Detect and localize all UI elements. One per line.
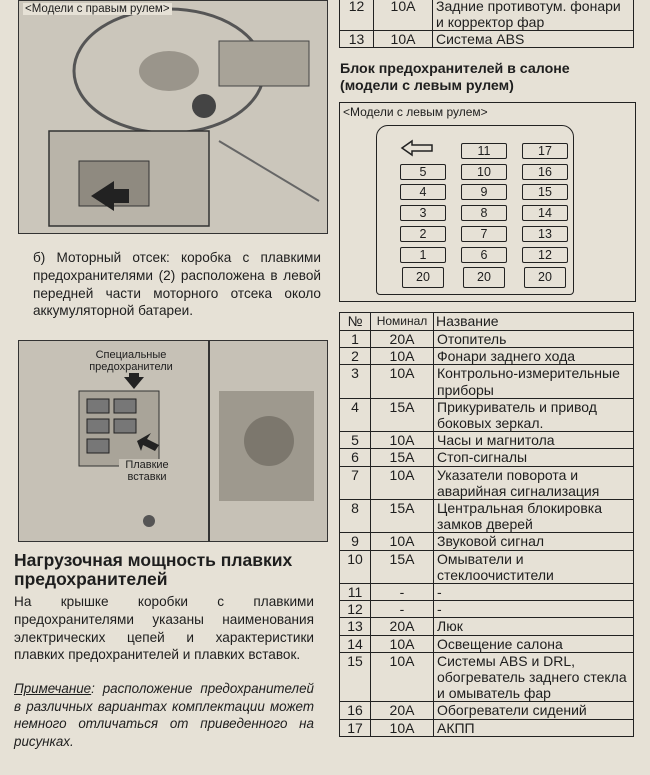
table-row xyxy=(340,0,634,31)
note-text: : расположение предохранителей в различных вариантах комплектации может немного отличаться от приведенного на рисунках. xyxy=(14,681,314,749)
fuse-name: Указатели поворота и аварийная сигнализация xyxy=(434,466,634,499)
fuse-rating: 15A xyxy=(371,500,434,533)
fuse-rating: 10A xyxy=(371,719,434,736)
fuse-name: Контрольно-измерительные приборы xyxy=(434,365,634,398)
fuse-name: Задние противотум. фонари и корректор фар xyxy=(433,0,634,31)
fuse-slot: 10 xyxy=(461,164,507,180)
fuse-slot-large: 20 xyxy=(402,267,444,288)
dashboard-illustration xyxy=(19,1,327,233)
table-row xyxy=(340,584,634,601)
fuse-name: - xyxy=(434,584,634,601)
table-row xyxy=(340,365,634,398)
fuse-slot: 4 xyxy=(400,184,446,200)
fuse-name: Системы ABS и DRL, обогреватель заднего стекла и омыватель фар xyxy=(434,652,634,702)
fuse-rating: - xyxy=(371,601,434,618)
fuse-rating: 10A xyxy=(371,432,434,449)
fuse-slot: 9 xyxy=(461,184,507,200)
table-row xyxy=(340,533,634,550)
fuse-name: Омыватели и стеклоочистители xyxy=(434,550,634,583)
fuse-rating: 20A xyxy=(371,702,434,719)
table-row xyxy=(340,550,634,583)
special-fuses-label: Специальные предохранители xyxy=(81,349,181,373)
fuse-number: 1 xyxy=(340,331,371,348)
fuse-name: Центральная блокировка замков дверей xyxy=(434,500,634,533)
fuse-number: 2 xyxy=(340,348,371,365)
table-row xyxy=(340,500,634,533)
column-header-number: № xyxy=(340,313,371,331)
fuse-number: 13 xyxy=(340,618,371,635)
fuse-number: 6 xyxy=(340,449,371,466)
fuse-rating: - xyxy=(371,584,434,601)
table-header-row xyxy=(340,313,634,331)
note-label: Примечание xyxy=(14,681,92,696)
fuse-name: Люк xyxy=(434,618,634,635)
fuse-rating: 10A xyxy=(374,31,433,48)
fuse-rating: 10A xyxy=(371,348,434,365)
fuse-ratings-table xyxy=(339,312,634,737)
fuse-rating: 20A xyxy=(371,331,434,348)
fuse-name: Фонари заднего хода xyxy=(434,348,634,365)
fuse-slot: 5 xyxy=(400,164,446,180)
fuse-rating: 10A xyxy=(371,365,434,398)
fuse-rating: 15A xyxy=(371,550,434,583)
table-row xyxy=(340,331,634,348)
engine-bay-paragraph: б) Моторный отсек: коробка с плавкими предохранителями (2) расположена в левой передней части моторного отсека около аккумуляторной батареи. xyxy=(33,250,321,319)
fuse-name: Часы и магнитола xyxy=(434,432,634,449)
block-heading: Блок предохранителей в салоне (модели с левым рулем) xyxy=(340,61,570,94)
fuse-rating: 20A xyxy=(371,618,434,635)
note-paragraph xyxy=(14,680,314,750)
fuse-number: 3 xyxy=(340,365,371,398)
fuse-number: 14 xyxy=(340,635,371,652)
load-capacity-text: На крышке коробки с плавкими предохранителями указаны наименования электрических цепей и характеристики плавких предохранителей и плавких вставок. xyxy=(14,594,314,663)
fuse-name: Отопитель xyxy=(434,331,634,348)
fuse-number: 4 xyxy=(340,398,371,431)
fuse-number: 8 xyxy=(340,500,371,533)
table-row xyxy=(340,652,634,702)
fuse-number: 17 xyxy=(340,719,371,736)
fuse-rating: 10A xyxy=(371,635,434,652)
fuse-rating: 10A xyxy=(371,466,434,499)
fuse-rating: 10A xyxy=(371,652,434,702)
table-row xyxy=(340,702,634,719)
fuse-name: Звуковой сигнал xyxy=(434,533,634,550)
table-row xyxy=(340,466,634,499)
engine-bay-photo xyxy=(18,340,328,542)
table-row xyxy=(340,31,634,48)
fuse-slot: 11 xyxy=(461,143,507,159)
table-row xyxy=(340,449,634,466)
table-row xyxy=(340,618,634,635)
top-fuse-table xyxy=(339,0,634,48)
fuse-slot: 1 xyxy=(400,247,446,263)
fuse-name: Освещение салона xyxy=(434,635,634,652)
fuse-slot: 14 xyxy=(522,205,568,221)
fuse-number: 13 xyxy=(340,31,374,48)
fuse-name: АКПП xyxy=(434,719,634,736)
fuse-name: Система ABS xyxy=(433,31,634,48)
figure-caption: <Модели с левым рулем> xyxy=(343,105,488,119)
fuse-rating: 15A xyxy=(371,398,434,431)
fuse-number: 12 xyxy=(340,601,371,618)
column-header-name: Название xyxy=(434,313,634,331)
fuse-name: Прикуриватель и привод боковых зеркал. xyxy=(434,398,634,431)
fuse-slot: 13 xyxy=(522,226,568,242)
fuse-slot: 16 xyxy=(522,164,568,180)
fuse-slot: 3 xyxy=(400,205,446,221)
fuse-number: 9 xyxy=(340,533,371,550)
fuse-slot-large: 20 xyxy=(524,267,566,288)
fusible-links-label: Плавкие вставки xyxy=(119,459,175,483)
table-row xyxy=(340,398,634,431)
fuse-number: 10 xyxy=(340,550,371,583)
fuse-slot: 17 xyxy=(522,143,568,159)
fuse-slot: 15 xyxy=(522,184,568,200)
table-row xyxy=(340,432,634,449)
fuse-slot: 8 xyxy=(461,205,507,221)
fuse-block-figure xyxy=(339,102,636,302)
fuse-slot: 12 xyxy=(522,247,568,263)
photo-caption: <Модели с правым рулем> xyxy=(25,3,170,15)
fuse-slot: 7 xyxy=(461,226,507,242)
fuse-number: 7 xyxy=(340,466,371,499)
fuse-number: 5 xyxy=(340,432,371,449)
table-row xyxy=(340,719,634,736)
table-row xyxy=(340,635,634,652)
table-row xyxy=(340,601,634,618)
fuse-number: 12 xyxy=(340,0,374,31)
fuse-number: 16 xyxy=(340,702,371,719)
load-capacity-heading: Нагрузочная мощность плавких предохранителей xyxy=(14,550,293,589)
arrow-left-icon xyxy=(400,139,436,157)
dashboard-photo xyxy=(18,0,328,234)
table-row xyxy=(340,348,634,365)
fuse-name: Обогреватели сидений xyxy=(434,702,634,719)
fuse-slot: 6 xyxy=(461,247,507,263)
fuse-name: Стоп-сигналы xyxy=(434,449,634,466)
fuse-name: - xyxy=(434,601,634,618)
fuse-rating: 10A xyxy=(371,533,434,550)
fuse-rating: 15A xyxy=(371,449,434,466)
column-header-rating: Номинал xyxy=(371,313,434,331)
fuse-slot: 2 xyxy=(400,226,446,242)
fuse-slot-large: 20 xyxy=(463,267,505,288)
fuse-number: 15 xyxy=(340,652,371,702)
fuse-number: 11 xyxy=(340,584,371,601)
fuse-rating: 10A xyxy=(374,0,433,31)
